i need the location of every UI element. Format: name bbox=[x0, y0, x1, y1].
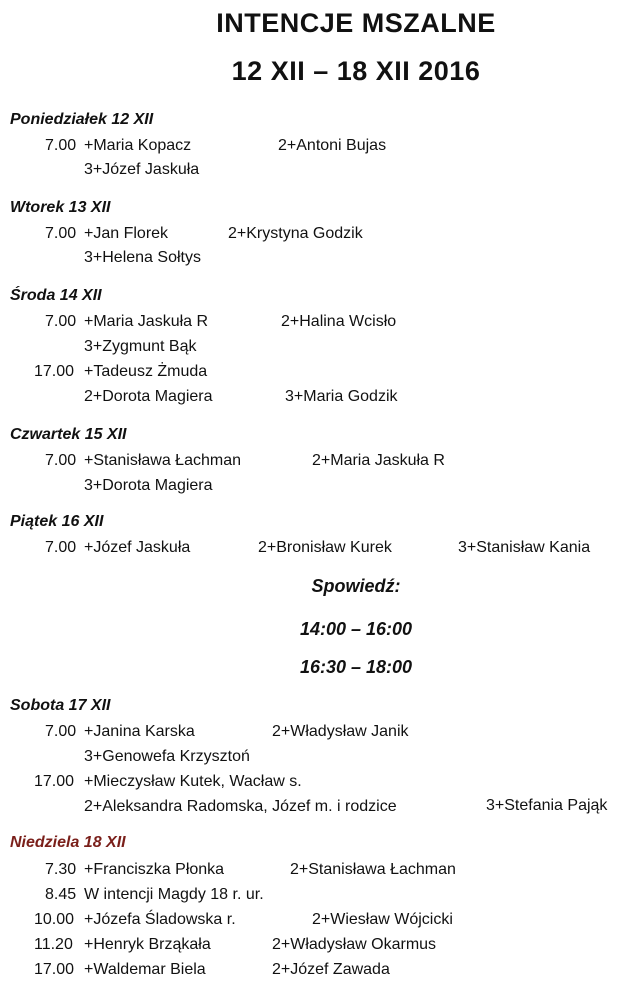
day-heading-wednesday: Środa 14 XII bbox=[10, 287, 102, 304]
intention: 3+Genowefa Krzysztoń bbox=[84, 748, 250, 765]
mass-time: 7.00 bbox=[45, 452, 77, 469]
mass-time: 17.00 bbox=[34, 773, 75, 790]
mass-time: 7.30 bbox=[45, 861, 77, 878]
mass-time: 7.00 bbox=[45, 225, 77, 242]
day-heading-saturday: Sobota 17 XII bbox=[10, 697, 111, 714]
intention: 2+Dorota Magiera bbox=[84, 388, 213, 405]
confession-time: 14:00 – 16:00 bbox=[299, 619, 413, 639]
intention: 2+Aleksandra Radomska, Józef m. i rodzice bbox=[84, 798, 397, 815]
intention: 3+Maria Godzik bbox=[285, 388, 398, 405]
intention: 2+Władysław Janik bbox=[272, 723, 409, 740]
intention: 3+Stefania Pająk bbox=[486, 797, 608, 814]
intention: 2+Józef Zawada bbox=[272, 961, 390, 978]
intention: 3+Dorota Magiera bbox=[84, 477, 213, 494]
intention: +Józef Jaskuła bbox=[84, 539, 191, 556]
intention: +Waldemar Biela bbox=[84, 961, 206, 978]
page-title: INTENCJE MSZALNE bbox=[216, 8, 496, 38]
intention: +Józefa Śladowska r. bbox=[84, 911, 236, 928]
mass-time: 8.45 bbox=[45, 886, 77, 903]
intention: 2+Maria Jaskuła R bbox=[312, 452, 445, 469]
intention: 3+Stanisław Kania bbox=[458, 539, 591, 556]
day-heading-sunday: Niedziela 18 XII bbox=[10, 834, 126, 851]
intention: +Janina Karska bbox=[84, 723, 195, 740]
intention: 2+Antoni Bujas bbox=[278, 137, 387, 154]
mass-time: 7.00 bbox=[45, 539, 77, 556]
intention: 3+Zygmunt Bąk bbox=[84, 338, 197, 355]
mass-time: 11.20 bbox=[34, 936, 73, 953]
intention: 3+Helena Sołtys bbox=[84, 249, 201, 266]
intention: 2+Krystyna Godzik bbox=[228, 225, 363, 242]
intention: 2+Stanisława Łachman bbox=[290, 861, 456, 878]
confession-label: Spowiedź: bbox=[311, 576, 401, 596]
mass-time: 7.00 bbox=[45, 137, 77, 154]
mass-time: 10.00 bbox=[34, 911, 75, 928]
intention: +Maria Jaskuła R bbox=[84, 313, 209, 330]
date-range: 12 XII – 18 XII 2016 bbox=[231, 56, 481, 86]
intention: +Maria Kopacz bbox=[84, 137, 192, 154]
day-heading-tuesday: Wtorek 13 XII bbox=[10, 199, 111, 216]
day-heading-friday: Piątek 16 XII bbox=[10, 513, 104, 530]
mass-time: 7.00 bbox=[45, 313, 77, 330]
day-heading-monday: Poniedziałek 12 XII bbox=[10, 111, 154, 128]
intention: +Henryk Brząkała bbox=[84, 936, 211, 953]
intention: 3+Józef Jaskuła bbox=[84, 161, 200, 178]
mass-time: 7.00 bbox=[45, 723, 77, 740]
confession-time: 16:30 – 18:00 bbox=[299, 657, 413, 677]
intention: +Jan Florek bbox=[84, 225, 169, 242]
intention: 2+Władysław Okarmus bbox=[272, 936, 437, 953]
day-heading-thursday: Czwartek 15 XII bbox=[10, 426, 127, 443]
intention: +Franciszka Płonka bbox=[84, 861, 225, 878]
intention: W intencji Magdy 18 r. ur. bbox=[84, 886, 264, 903]
intention: +Tadeusz Żmuda bbox=[84, 363, 208, 380]
intention: 2+Halina Wcisło bbox=[281, 313, 397, 330]
intention: 2+Wiesław Wójcicki bbox=[312, 911, 453, 928]
intention: +Mieczysław Kutek, Wacław s. bbox=[84, 773, 302, 790]
intention: 2+Bronisław Kurek bbox=[258, 539, 392, 556]
mass-time: 17.00 bbox=[34, 961, 75, 978]
intention: +Stanisława Łachman bbox=[84, 452, 241, 469]
mass-time: 17.00 bbox=[34, 363, 75, 380]
